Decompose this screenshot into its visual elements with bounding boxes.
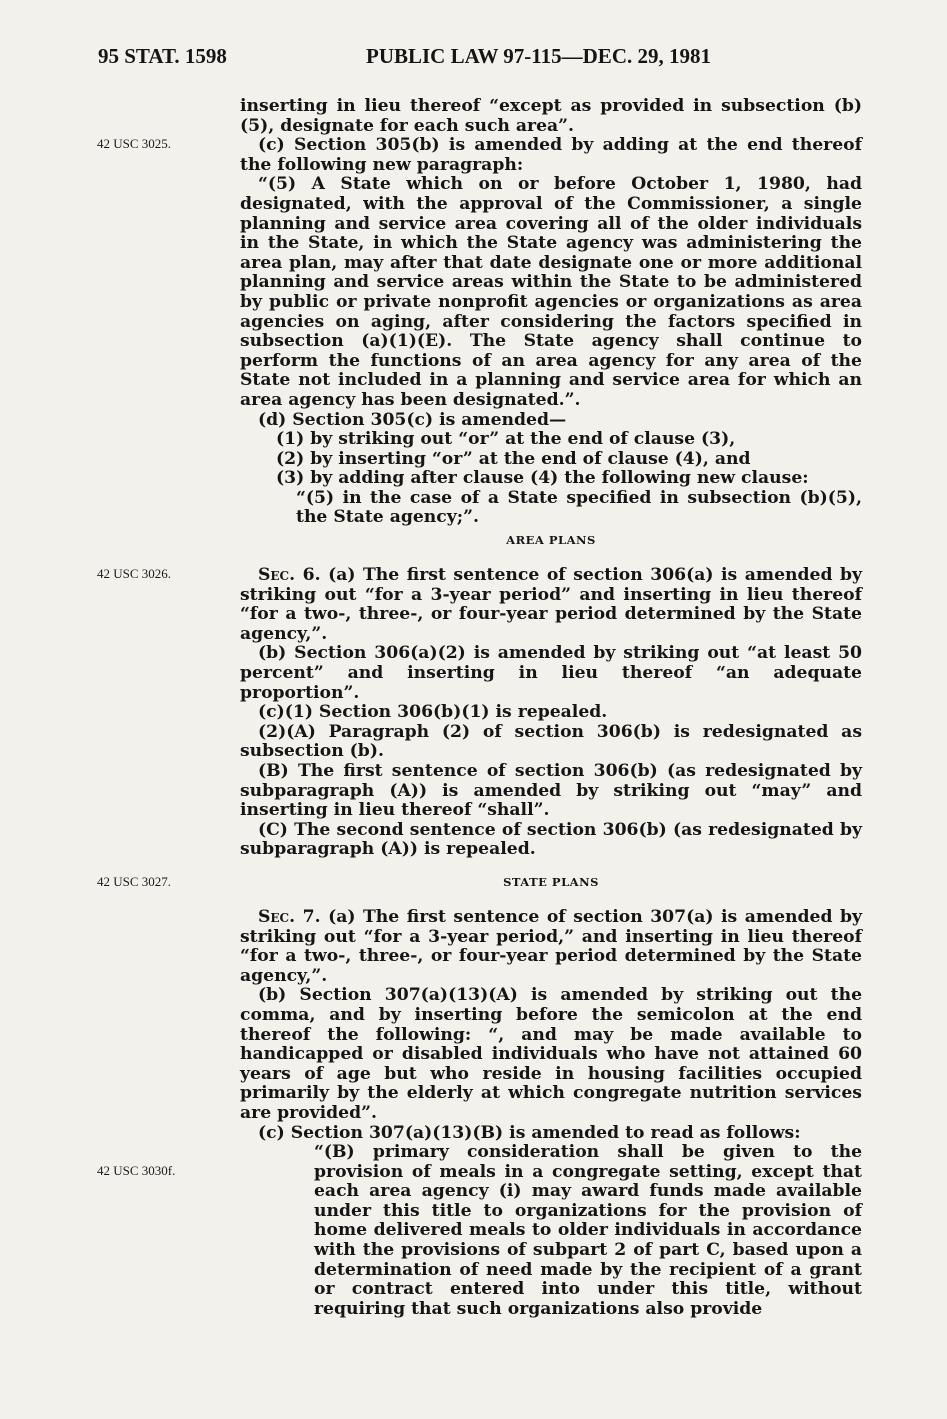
sec-label: Sec <box>258 906 290 927</box>
paragraph: (d) Section 305(c) is amended— <box>258 409 567 430</box>
paragraph <box>240 566 862 644</box>
paragraph: (c) Section 305(b) is amended by adding at the end thereof the following new paragraph: <box>240 135 862 175</box>
margin-citation: 42 USC 3025. <box>97 136 172 151</box>
quoted-subparagraph: “(B) primary consideration shall be given to the provision of meals in a congregate setting, except that each area agency (i) may award funds made available under this title to organizations for the provision of home delivered meals to older individuals in accordance with the provisions of subpart 2 of part C, based upon a determination of need made by the recipient of a grant or contract entered into under this title, without requiring that such organizations also provide <box>314 1142 862 1319</box>
paragraph <box>240 908 862 986</box>
paragraph: (c)(1) Section 306(b)(1) is repealed. <box>258 702 608 723</box>
paragraph: inserting in lieu thereof “except as provided in subsection (b)(5), designate for each such area”. <box>240 96 862 136</box>
paragraph: (c) Section 307(a)(13)(B) is amended to read as follows: <box>258 1122 801 1143</box>
statute-body <box>240 97 862 1319</box>
public-law-reference: PUBLIC LAW 97-115—DEC. 29, 1981 <box>366 44 711 68</box>
section-heading: AREA PLANS <box>506 533 596 548</box>
margin-citation: 42 USC 3027. <box>97 874 172 889</box>
paragraph: (2)(A) Paragraph (2) of section 306(b) is redesignated as subsection (b). <box>240 721 862 762</box>
paragraph-text: . 7. (a) The first sentence of section 307(a) is amended by striking out “for a 3-year period,” and inserting in lieu thereof “for a two-, three-, or four-year period determined by the State agency,”. <box>240 906 862 986</box>
paragraph-text: . 6. (a) The first sentence of section 306(a) is amended by striking out “for a 3-year period” and inserting in lieu thereof “for a two-, three-, or four-year period determined by the State agency,”. <box>240 565 862 644</box>
paragraph: (b) Section 306(a)(2) is amended by striking out “at least 50 percent” and inserting in lieu thereof “an adequate proportion”. <box>240 643 862 703</box>
paragraph: “(5) A State which on or before October 1, 1980, had designated, with the approval of the Commissioner, a single planning and service area covering all of the older individuals in the State, in which the State agency was administering the area plan, may after that date designate one or more additional planning and service areas within the State to be administered by public or private nonprofit agencies or organizations as area agencies on aging, after considering the factors specified in subsection (a)(1)(E). The State agency shall continue to perform the functions of an area agency for any area of the State not included in a planning and service area for which an area agency has been designated.”. <box>240 174 862 410</box>
section-heading: STATE PLANS <box>503 874 599 889</box>
paragraph: (b) Section 307(a)(13)(A) is amended by striking out the comma, and by inserting before the semicolon at the end thereof the following: “, and may be made available to handicapped or disabled individuals who have not attained 60 years of age but who reside in housing facilities occupied primarily by the elderly at which congregate nutrition services are provided”. <box>240 985 862 1123</box>
clause: “(5) in the case of a State specified in subsection (b)(5), the State agency;”. <box>296 487 862 528</box>
clause: (2) by inserting “or” at the end of clause (4), and <box>276 448 751 469</box>
paragraph: (B) The first sentence of section 306(b) (as redesignated by subparagraph (A)) is amended by striking out “may” and inserting in lieu thereof “shall”. <box>240 761 862 821</box>
margin-citation: 42 USC 3026. <box>97 566 172 581</box>
sec-label: Sec <box>258 565 290 586</box>
clause: (1) by striking out “or” at the end of clause (3), <box>276 429 736 450</box>
clause: (3) by adding after clause (4) the following new clause: <box>276 468 809 489</box>
margin-citation: 42 USC 3030f. <box>97 1163 176 1178</box>
stat-reference: 95 STAT. 1598 <box>98 44 227 68</box>
paragraph: (C) The second sentence of section 306(b) (as redesignated by subparagraph (A)) is repealed. <box>240 819 862 860</box>
